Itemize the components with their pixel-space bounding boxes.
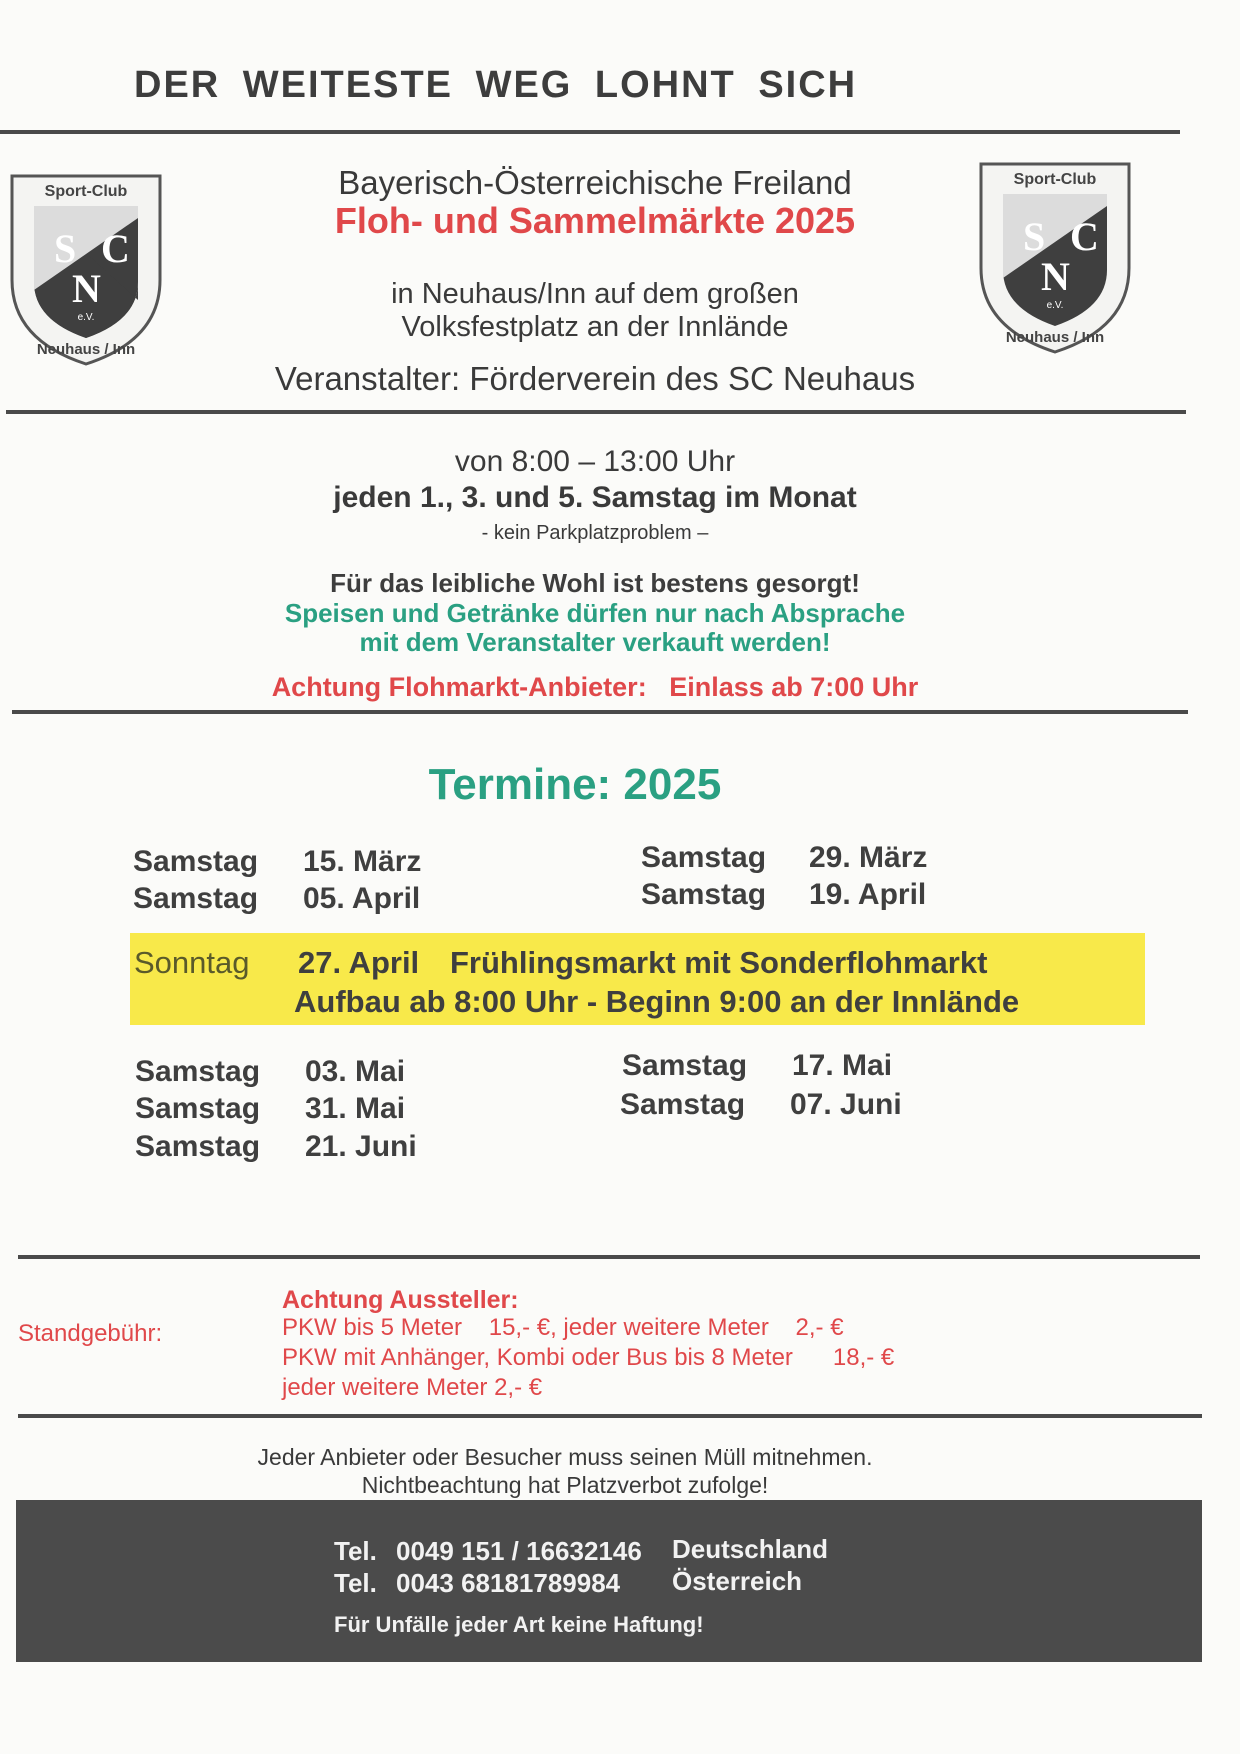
tel-label: Tel. <box>334 1568 377 1598</box>
location-line-2: Volksfestplatz an der Innlände <box>401 311 789 343</box>
tel-number-germany: 0049 151 / 16632146 <box>396 1536 642 1566</box>
date-day: Samstag <box>622 1049 748 1082</box>
vendor-notice-label: Achtung Flohmarkt-Anbieter: <box>271 672 647 702</box>
date-value: 03. Mai <box>305 1055 406 1088</box>
divider-5 <box>18 1414 1202 1418</box>
date-day: Samstag <box>135 1055 261 1088</box>
date-value: 17. Mai <box>792 1049 893 1082</box>
date-value: 29. März <box>809 841 928 874</box>
logo-letter-n: N <box>72 266 101 311</box>
tel-country-germany: Deutschland <box>672 1534 829 1564</box>
date-value: 19. April <box>809 878 927 911</box>
header-line-1: Bayerisch-Österreichische Freiland <box>338 164 852 201</box>
logo-letter-c: C <box>1070 214 1099 259</box>
logo-ev-text: e.V. <box>1046 300 1064 311</box>
date-value: 07. Juni <box>790 1088 902 1121</box>
date-row <box>620 1088 902 1122</box>
special-event-row <box>134 945 988 981</box>
divider-3 <box>12 710 1188 714</box>
organizer-line: Veranstalter: Förderverein des SC Neuhaus <box>274 360 916 397</box>
logo-top-text: Sport-Club <box>44 183 128 200</box>
food-line-2: Speisen und Getränke dürfen nur nach Absprache <box>284 598 906 628</box>
date-row <box>133 882 421 916</box>
date-day: Samstag <box>641 841 767 874</box>
fee-line-2: PKW mit Anhänger, Kombi oder Bus bis 8 Meter 18,- € <box>282 1344 895 1371</box>
logo-ev-text: e.V. <box>77 312 95 323</box>
fee-line-3: jeder weitere Meter 2,- € <box>282 1374 543 1401</box>
date-value: 05. April <box>303 882 421 915</box>
contact-footer <box>16 1500 1202 1662</box>
date-day: Samstag <box>135 1130 261 1163</box>
divider-top <box>0 130 1180 134</box>
logo-letter-s: S <box>54 226 77 271</box>
logo-letter-n: N <box>1041 254 1070 299</box>
parking-note: - kein Parkplatzproblem – <box>481 522 709 544</box>
dates-title: Termine: 2025 <box>428 760 722 809</box>
date-row <box>135 1130 417 1164</box>
stand-fee-label: Standgebühr: <box>18 1320 163 1347</box>
special-event-date: 27. April <box>298 945 420 980</box>
location-line-1: in Neuhaus/Inn auf dem großen <box>391 278 799 310</box>
vendor-notice <box>0 672 1190 703</box>
ban-note: Nichtbeachtung hat Platzverbot zufolge! <box>361 1472 769 1498</box>
logo-bottom-text: Neuhaus / Inn <box>36 341 136 358</box>
date-day: Samstag <box>620 1088 746 1121</box>
header-title: Floh- und Sammelmärkte 2025 <box>334 200 856 241</box>
tel-label: Tel. <box>334 1536 377 1566</box>
date-day: Samstag <box>135 1092 261 1125</box>
date-day: Samstag <box>133 845 259 878</box>
tel-country-austria: Österreich <box>672 1566 803 1596</box>
date-row <box>133 845 422 879</box>
vendor-notice-value: Einlass ab 7:00 Uhr <box>669 672 919 702</box>
special-event-detail: Aufbau ab 8:00 Uhr - Beginn 9:00 an der Innlände <box>294 984 1020 1019</box>
food-line-3: mit dem Veranstalter verkauft werden! <box>359 627 831 657</box>
logo-bottom-text: Neuhaus / Inn <box>1005 329 1105 346</box>
market-days: jeden 1., 3. und 5. Samstag im Monat <box>333 481 857 514</box>
date-row <box>135 1055 406 1089</box>
page-headline: DER WEITESTE WEG LOHNT SICH <box>134 64 858 106</box>
logo-letter-s: S <box>1023 214 1046 259</box>
date-row <box>622 1049 893 1083</box>
waste-note: Jeder Anbieter oder Besucher muss seinen Müll mitnehmen. <box>257 1444 873 1470</box>
date-row <box>641 878 927 912</box>
fee-line-1: PKW bis 5 Meter 15,- €, jeder weitere Meter 2,- € <box>282 1314 844 1341</box>
date-value: 31. Mai <box>305 1092 406 1125</box>
logo-top-text: Sport-Club <box>1013 171 1097 188</box>
date-row <box>641 841 928 875</box>
liability-disclaimer: Für Unfälle jeder Art keine Haftung! <box>334 1612 704 1637</box>
food-line-1: Für das leibliche Wohl ist bestens gesorgt! <box>330 568 860 598</box>
divider-4 <box>18 1255 1200 1259</box>
date-value: 21. Juni <box>305 1130 417 1163</box>
date-row <box>135 1092 406 1126</box>
exhibitor-notice-title: Achtung Aussteller: <box>282 1286 519 1314</box>
date-day: Samstag <box>133 882 259 915</box>
tel-number-austria: 0043 68181789984 <box>396 1568 621 1598</box>
special-event-day: Sonntag <box>134 945 250 980</box>
date-value: 15. März <box>303 845 422 878</box>
opening-hours: von 8:00 – 13:00 Uhr <box>454 445 736 478</box>
divider-2 <box>6 410 1186 414</box>
date-day: Samstag <box>641 878 767 911</box>
logo-letter-c: C <box>101 226 130 271</box>
special-event-title: Frühlingsmarkt mit Sonderflohmarkt <box>450 945 988 980</box>
